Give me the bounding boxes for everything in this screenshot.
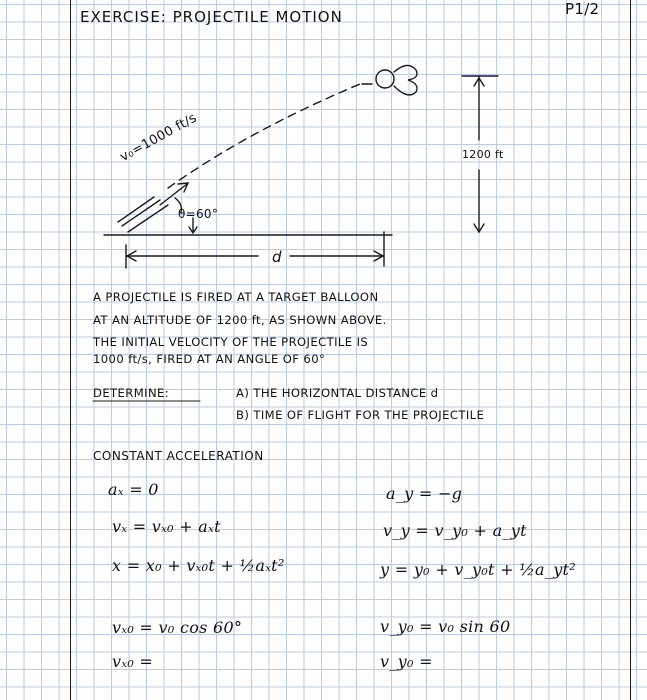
initial-velocity-label: v₀=1000 ft/s xyxy=(117,110,200,165)
trajectory-dashed-line xyxy=(168,84,360,188)
angle-label: θ=60° xyxy=(178,207,219,221)
distance-label: d xyxy=(272,248,282,266)
y-position-eq: y = y₀ + v_y₀t + ½a_yt² xyxy=(380,560,576,579)
vy0-result-eq: v_y₀ = xyxy=(380,652,433,671)
velocity-arrow xyxy=(160,184,187,205)
x-position-eq: x = x₀ + vₓ₀t + ½aₓt² xyxy=(112,556,285,575)
problem-line: A PROJECTILE IS FIRED AT A TARGET BALLOON xyxy=(93,290,379,304)
balloon-target xyxy=(362,65,417,94)
determine-item-a: A) THE HORIZONTAL DISTANCE d xyxy=(236,386,439,400)
x-acceleration-eq: aₓ = 0 xyxy=(108,480,159,499)
constant-acceleration-heading: CONSTANT ACCELERATION xyxy=(93,449,264,463)
problem-line: AT AN ALTITUDE OF 1200 ft, AS SHOWN ABOVE. xyxy=(93,313,387,327)
problem-line: THE INITIAL VELOCITY OF THE PROJECTILE IS xyxy=(93,335,369,349)
distance-dimension xyxy=(126,232,384,268)
y-velocity-eq: v_y = v_y₀ + a_yt xyxy=(383,521,527,540)
page-number: P1/2 xyxy=(565,0,600,18)
determine-label: DETERMINE: xyxy=(93,386,170,400)
altitude-label: 1200 ft xyxy=(462,148,504,161)
vx0-result-eq: vₓ₀ = xyxy=(112,652,154,671)
problem-line: 1000 ft/s, FIRED AT AN ANGLE OF 60° xyxy=(93,352,326,366)
page-title: EXERCISE: PROJECTILE MOTION xyxy=(80,8,343,26)
determine-item-b: B) TIME OF FLIGHT FOR THE PROJECTILE xyxy=(236,408,485,422)
x-velocity-eq: vₓ = vₓ₀ + aₓt xyxy=(112,517,221,536)
vx0-component-eq: vₓ₀ = v₀ cos 60° xyxy=(112,618,243,637)
vy0-component-eq: v_y₀ = v₀ sin 60 xyxy=(380,617,511,636)
y-acceleration-eq: a_y = −g xyxy=(386,484,463,503)
